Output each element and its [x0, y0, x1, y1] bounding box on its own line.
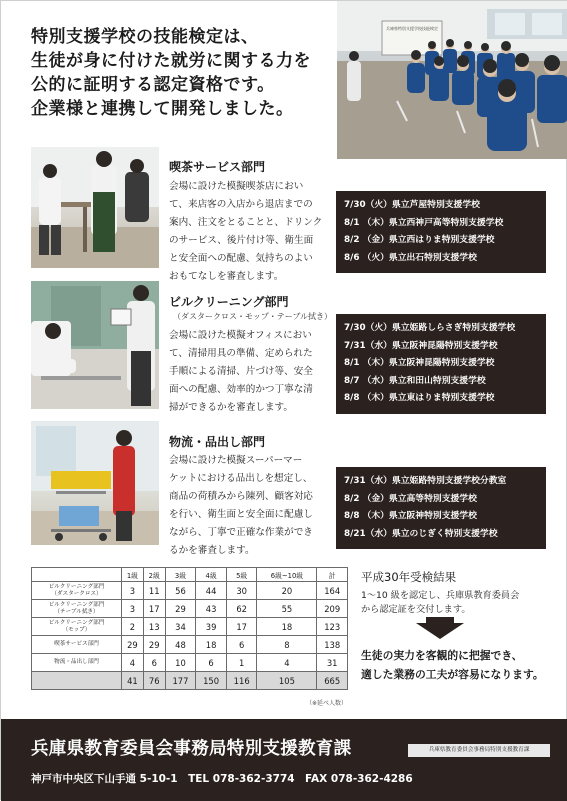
cell: 43: [196, 600, 227, 618]
cell: 1: [226, 654, 257, 672]
results-text: [361, 589, 519, 617]
desc-line: 面への配慮、効率的かつ丁寧な清: [169, 384, 313, 395]
table-row: [32, 618, 348, 636]
desc-line: 会場に設けた模擬スーパーマー: [169, 455, 303, 466]
cell: 34: [165, 618, 196, 636]
cell: 116: [226, 672, 257, 690]
schedule-item: 8/2 （金）県立高等特別支援学校: [344, 493, 477, 504]
cleaning-illustration: [31, 281, 159, 409]
cell: 3: [122, 582, 144, 600]
schedule-item: 8/8 （木）県立阪神特別支援学校: [344, 511, 477, 521]
cell: 6: [196, 654, 227, 672]
desc-line: ケットにおける品出しを想定し、: [169, 473, 313, 484]
classroom-banner: 兵庫県特別支援学校技能検定: [386, 26, 438, 31]
table-total-row: [32, 672, 348, 690]
cell: 29: [143, 636, 165, 654]
cell: 30: [226, 582, 257, 600]
dept-subtitle-cleaning: （ダスタークロス・モップ・テーブル拭き）: [173, 312, 333, 321]
headline-line: 公的に証明する認定資格です。: [31, 75, 275, 95]
desc-line: 会場に設けた模擬喫茶店におい: [169, 181, 304, 192]
dept-title-cleaning: ビルクリーニング部門: [169, 295, 289, 309]
dept-desc-cafe: [169, 178, 337, 286]
logistics-illustration: [31, 421, 159, 545]
cell: 62: [226, 600, 257, 618]
table-header: 6級~10級: [257, 568, 317, 582]
cell: 177: [165, 672, 196, 690]
table-header: 2級: [143, 568, 165, 582]
table-row: [32, 600, 348, 618]
footer: [1, 719, 567, 801]
results-conclusion-line: 生徒の実力を客観的に把握でき、: [361, 649, 523, 662]
dept-desc-logistics: [169, 452, 337, 560]
table-header: [32, 568, 122, 582]
schedule-item: 8/2 （金）県立西はりま特別支援学校: [344, 235, 495, 245]
results-text-line: 1～10 級を認定し、兵庫県教育委員会: [361, 590, 520, 601]
table-header: 4級: [196, 568, 227, 582]
schedule-logistics: [336, 467, 546, 549]
table-header-row: [32, 568, 348, 582]
cell: 4: [257, 654, 317, 672]
desc-line: と安全面への配慮、気持ちのよい: [169, 253, 313, 264]
desc-line: 商品の荷積みから陳列、顧客対応: [169, 491, 313, 502]
row-label: ビルクリーニング部門 （テーブル拭き）: [32, 600, 122, 618]
dept-desc-cleaning: [169, 327, 337, 417]
cell: 18: [257, 618, 317, 636]
cell: 48: [165, 636, 196, 654]
schedule-item: 8/21（水）県立のじぎく特別支援学校: [344, 528, 498, 539]
cell: 164: [317, 582, 348, 600]
row-label: 喫茶サービス部門: [32, 636, 122, 654]
cell: 76: [143, 672, 165, 690]
cell: 11: [143, 582, 165, 600]
headline: [31, 25, 336, 121]
results-text-line: から認定証を交付します。: [361, 604, 471, 615]
cell: 3: [122, 600, 144, 618]
results-table: [31, 567, 348, 690]
desc-line: 掃ができるかを審査します。: [169, 402, 293, 413]
row-label: 物流・品出し部門: [32, 654, 122, 672]
row-label: ビルクリーニング部門 （モップ）: [32, 618, 122, 636]
table-row: [32, 636, 348, 654]
table-header: 5級: [226, 568, 257, 582]
cell: 123: [317, 618, 348, 636]
cell: 39: [196, 618, 227, 636]
cell: 29: [165, 600, 196, 618]
headline-line: 生徒が身に付けた就労に関する力を: [31, 51, 311, 71]
desc-line: のサービス、後片付け等、衛生面: [169, 235, 314, 246]
table-header: 計: [317, 568, 348, 582]
desc-line: を行い、衛生面と安全面に配慮し: [169, 509, 313, 520]
desc-line: て、来店客の入店から退店までの: [169, 199, 313, 210]
schedule-item: 8/1 （木）県立阪神昆陽特別支援学校: [344, 358, 495, 368]
dept-title-cafe: 喫茶サービス部門: [169, 160, 266, 174]
schedule-cleaning: [336, 314, 546, 414]
cell: 17: [143, 600, 165, 618]
cell: 209: [317, 600, 348, 618]
cell: 10: [165, 654, 196, 672]
cell: 105: [257, 672, 317, 690]
footer-address: 神戸市中央区下山手通 5-10-1 TEL 078-362-3774 FAX 078-362-4286: [31, 773, 413, 785]
down-arrow-icon: [416, 623, 464, 639]
cell: 29: [122, 636, 144, 654]
schedule-cafe: [336, 191, 546, 273]
cafe-photo: [31, 147, 159, 268]
cell: 138: [317, 636, 348, 654]
cell: 4: [122, 654, 144, 672]
logistics-photo: [31, 421, 159, 545]
row-label: ビルクリーニング部門 （ダスタークロス）: [32, 582, 122, 600]
cell: 17: [226, 618, 257, 636]
cell: 13: [143, 618, 165, 636]
cafe-illustration: [31, 147, 159, 268]
schedule-item: 7/31（水）県立姫路特別支援学校分教室: [344, 476, 507, 486]
cell: 20: [257, 582, 317, 600]
schedule-item: 8/1 （木）県立西神戸高等特別支援学校: [344, 217, 504, 228]
footer-badge: 兵庫県教育委員会事務局特別支援教育課: [408, 744, 550, 757]
schedule-item: 8/6 （火）県立出石特別支援学校: [344, 252, 477, 263]
results-conclusion: [361, 646, 544, 684]
cell: 31: [317, 654, 348, 672]
schedule-item: 8/7 （水）県立和田山特別支援学校: [344, 375, 486, 386]
desc-line: 会場に設けた模擬オフィスにおい: [169, 330, 312, 341]
dept-title-logistics: 物流・品出し部門: [169, 435, 266, 449]
cell: 665: [317, 672, 348, 690]
row-label: [32, 672, 122, 690]
desc-line: 案内、注文をとることと、ドリンク: [169, 217, 323, 228]
table-row: [32, 582, 348, 600]
schedule-item: 7/30（火）県立芦屋特別支援学校: [344, 200, 480, 210]
desc-line: おもてなしを審査します。: [169, 271, 284, 282]
footer-organization: 兵庫県教育委員会事務局特別支援教育課: [31, 739, 352, 759]
cleaning-photo: [31, 281, 159, 409]
cell: 6: [226, 636, 257, 654]
headline-line: 特別支援学校の技能検定は、: [31, 27, 259, 47]
cell: 18: [196, 636, 227, 654]
table-note: （※延べ人数）: [306, 700, 348, 707]
schedule-item: 8/8 （木）県立東はりま特別支援学校: [344, 393, 495, 403]
results-title: 平成30年受検結果: [361, 570, 457, 584]
classroom-photo: [337, 1, 567, 159]
cell: 8: [257, 636, 317, 654]
table-header: 3級: [165, 568, 196, 582]
cell: 56: [165, 582, 196, 600]
cell: 2: [122, 618, 144, 636]
desc-line: ながら、丁寧で正確な作業ができ: [169, 527, 313, 538]
schedule-item: 7/30（火）県立姫路しらさぎ特別支援学校: [344, 323, 516, 333]
cell: 150: [196, 672, 227, 690]
table-header: 1級: [122, 568, 144, 582]
cell: 41: [122, 672, 144, 690]
table-row: [32, 654, 348, 672]
desc-line: て、清掃用具の準備、定められた: [169, 348, 313, 359]
cell: 6: [143, 654, 165, 672]
headline-line: 企業様と連携して開発しました。: [31, 99, 294, 119]
cell: 44: [196, 582, 227, 600]
classroom-illustration: [337, 1, 567, 159]
desc-line: 手順による清掃、片づけ等、安全: [169, 366, 313, 377]
cell: 55: [257, 600, 317, 618]
desc-line: るかを審査します。: [169, 545, 255, 556]
schedule-item: 7/31（水）県立阪神昆陽特別支援学校: [344, 340, 498, 351]
results-conclusion-line: 適した業務の工夫が容易になります。: [361, 668, 544, 681]
